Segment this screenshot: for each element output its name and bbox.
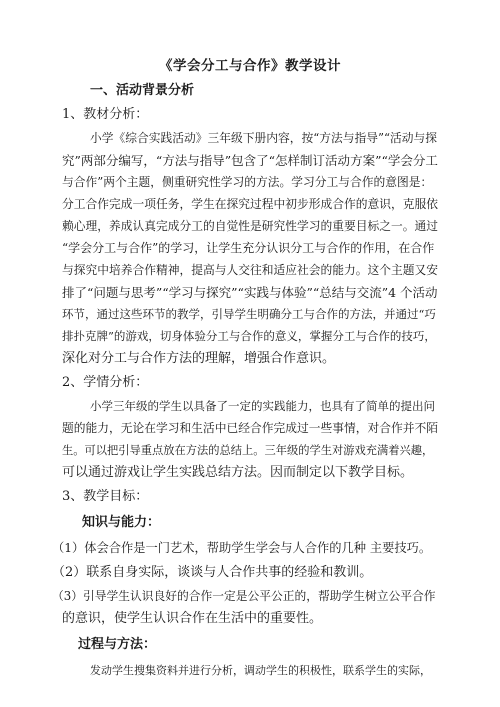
- text-line: 题的能力，无论在学习和生活中已经合作完成过一些事情，对合作并不陌: [62, 421, 438, 435]
- heading-textbook-analysis: 1、教材分析：: [62, 107, 149, 122]
- heading-student-analysis: 2、学情分析：: [62, 375, 149, 390]
- text-line: 排扑克牌”的游戏，切身体验分工与合作的意义，掌握分工与合作的技巧，: [62, 329, 436, 343]
- text-line: 赖心理，养成认真完成分工的自觉性是研究性学习的重要目标之一。通过: [62, 219, 438, 233]
- heading-teaching-goals: 3、教学目标：: [62, 489, 149, 504]
- text-line: 生。可以把引导重点放在方法的总结上。三年级的学生对游戏充满着兴趣，: [62, 444, 434, 457]
- subheading-knowledge-ability: 知识与能力：: [82, 515, 161, 530]
- subheading-process-method: 过程与方法：: [78, 637, 157, 652]
- list-item: （2）联系自身实际，谈谈与人合作共事的经验和教训。: [52, 565, 373, 580]
- list-item: 的意识，使学生认识合作在生活中的重要性。: [62, 611, 323, 626]
- text-line: 发动学生搜集资料并进行分析，调动学生的积极性，联系学生的实际，: [90, 664, 431, 677]
- section-heading-background: 一、活动背景分析: [90, 83, 195, 98]
- text-line: 可以通过游戏让学生实践总结方法。因而制定以下教学目标。: [62, 465, 414, 480]
- text-line: 与探究中培养合作精神，提高与人交往和适应社会的能力。这个主题又安: [62, 263, 438, 277]
- list-item: （3）引导学生认识良好的合作一定是公平公正的，帮助学生树立公平合作: [52, 589, 436, 603]
- text-line: 与合作”两个主题，侧重研究性学习的方法。学习分工与合作的意图是：: [62, 175, 433, 189]
- text-line: 环节，通过这些环节的教学，引导学生明确分工与合作的方法，并通过“巧: [62, 307, 436, 321]
- text-line: 深化对分工与合作方法的理解，增强合作意识。: [62, 351, 336, 366]
- text-line: 小学三年级的学生以具备了一定的实践能力，也具有了简单的提出问: [90, 399, 435, 413]
- text-line: 究”两部分编写，“方法与指导”包含了“怎样制订活动方案”“学会分工: [62, 153, 438, 168]
- document-title: 《学会分工与合作》教学设计: [159, 58, 341, 74]
- text-line: 小学《综合实践活动》三年级下册内容，按“方法与指导”“活动与探: [90, 131, 438, 145]
- list-item: （1）体会合作是一门艺术，帮助学生学会与人合作的几种 主要技巧。: [52, 541, 432, 555]
- text-line: 分工合作完成一项任务，学生在探究过程中初步形成合作的意识，克服依: [62, 197, 438, 211]
- text-line: “学会分工与合作”的学习，让学生充分认识分工与合作的作用，在合作: [62, 241, 435, 255]
- text-line: 排了“问题与思考”“学习与探究”“实践与体验”“总结与交流”4 个活动: [62, 285, 438, 300]
